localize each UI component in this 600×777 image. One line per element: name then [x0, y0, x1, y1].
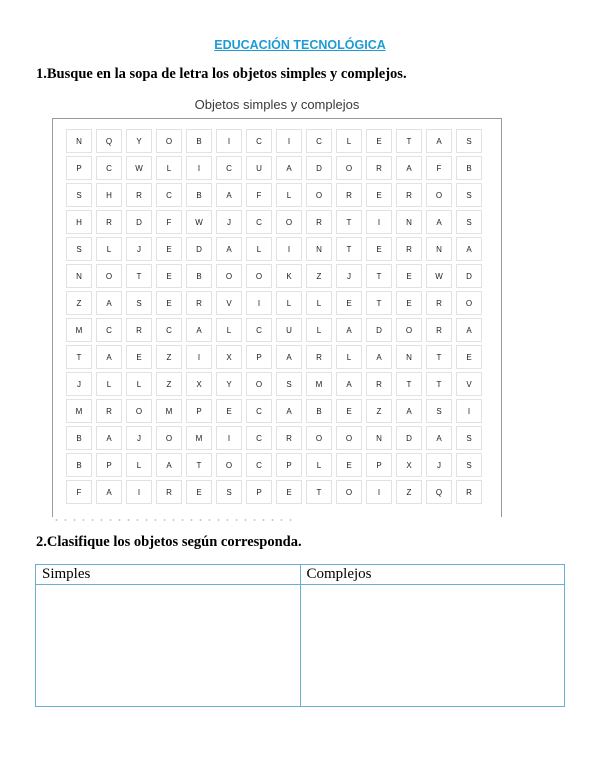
letter-cell: H — [96, 183, 122, 207]
letter-cell: C — [156, 183, 182, 207]
letter-cell: A — [336, 372, 362, 396]
letter-cell: R — [306, 210, 332, 234]
letter-cell: A — [456, 318, 482, 342]
letter-cell: P — [246, 345, 272, 369]
letter-cell: I — [276, 129, 302, 153]
letter-cell: O — [246, 264, 272, 288]
letter-cell: A — [426, 210, 452, 234]
letter-cell: C — [216, 156, 242, 180]
letter-cell: S — [216, 480, 242, 504]
letter-cell: Y — [216, 372, 242, 396]
letter-cell: F — [426, 156, 452, 180]
letter-cell: O — [216, 264, 242, 288]
letter-cell: R — [96, 210, 122, 234]
letter-cell: P — [366, 453, 392, 477]
letter-cell: V — [216, 291, 242, 315]
letter-cell: R — [126, 183, 152, 207]
letter-cell: F — [66, 480, 92, 504]
letter-cell: Q — [96, 129, 122, 153]
letter-cell: L — [336, 345, 362, 369]
letter-cell: S — [66, 237, 92, 261]
letter-cell: D — [186, 237, 212, 261]
letter-cell: I — [366, 210, 392, 234]
letter-cell: P — [96, 453, 122, 477]
letter-cell: O — [156, 129, 182, 153]
letter-cell: D — [366, 318, 392, 342]
letter-cell: A — [186, 318, 212, 342]
letter-cell: A — [396, 156, 422, 180]
letter-cell: L — [156, 156, 182, 180]
letter-cell: W — [426, 264, 452, 288]
letter-cell: C — [96, 156, 122, 180]
letter-cell: E — [336, 291, 362, 315]
letter-cell: R — [186, 291, 212, 315]
letter-cell: T — [426, 372, 452, 396]
letter-cell: M — [156, 399, 182, 423]
letter-cell: T — [126, 264, 152, 288]
letter-cell: R — [396, 183, 422, 207]
letter-cell: O — [336, 156, 362, 180]
letter-cell: E — [366, 237, 392, 261]
letter-cell: S — [456, 210, 482, 234]
letter-cell: T — [366, 291, 392, 315]
letter-cell: W — [126, 156, 152, 180]
letter-cell: J — [126, 237, 152, 261]
letter-cell: C — [246, 426, 272, 450]
letter-cell: V — [456, 372, 482, 396]
letter-cell: L — [276, 183, 302, 207]
letter-cell: B — [66, 426, 92, 450]
letter-cell: N — [396, 345, 422, 369]
letter-cell: A — [96, 345, 122, 369]
letter-cell: Z — [156, 345, 182, 369]
letter-cell: C — [156, 318, 182, 342]
letter-cell: M — [186, 426, 212, 450]
letter-cell: I — [216, 426, 242, 450]
letter-cell: E — [396, 264, 422, 288]
word-search-puzzle — [52, 95, 502, 517]
scan-artifact — [52, 518, 292, 522]
letter-cell: H — [66, 210, 92, 234]
letter-cell: N — [66, 129, 92, 153]
letter-cell: T — [426, 345, 452, 369]
letter-cell: S — [126, 291, 152, 315]
letter-cell: L — [306, 318, 332, 342]
letter-cell: X — [186, 372, 212, 396]
letter-cell: D — [126, 210, 152, 234]
letter-cell: S — [426, 399, 452, 423]
letter-cell: A — [366, 345, 392, 369]
letter-cell: C — [306, 129, 332, 153]
letter-cell: B — [186, 129, 212, 153]
letter-cell: C — [246, 399, 272, 423]
puzzle-title: Objetos simples y complejos — [194, 97, 360, 112]
letter-cell: I — [186, 156, 212, 180]
letter-cell: Z — [66, 291, 92, 315]
letter-cell: M — [66, 318, 92, 342]
letter-cell: A — [456, 237, 482, 261]
letter-cell: L — [96, 372, 122, 396]
letter-cell: I — [456, 399, 482, 423]
page-title: EDUCACIÓN TECNOLÓGICA — [214, 38, 386, 52]
classification-table — [35, 564, 565, 707]
letter-cell: O — [306, 426, 332, 450]
letter-cell: R — [306, 345, 332, 369]
letter-cell: A — [156, 453, 182, 477]
letter-cell: L — [126, 453, 152, 477]
letter-cell: S — [456, 426, 482, 450]
letter-cell: I — [216, 129, 242, 153]
letter-cell: C — [246, 210, 272, 234]
letter-cell: L — [96, 237, 122, 261]
letter-cell: E — [366, 183, 392, 207]
letter-cell: N — [306, 237, 332, 261]
letter-cell: K — [276, 264, 302, 288]
letter-cell: S — [276, 372, 302, 396]
letter-cell: E — [216, 399, 242, 423]
letter-cell: U — [276, 318, 302, 342]
letter-cell: L — [306, 291, 332, 315]
letter-cell: B — [186, 183, 212, 207]
letter-cell: J — [336, 264, 362, 288]
letter-cell: L — [336, 129, 362, 153]
letter-cell: R — [156, 480, 182, 504]
letter-cell: O — [96, 264, 122, 288]
letter-cell: T — [336, 210, 362, 234]
letter-cell: Z — [306, 264, 332, 288]
letter-cell: O — [456, 291, 482, 315]
letter-cell: D — [396, 426, 422, 450]
letter-cell: P — [186, 399, 212, 423]
letter-cell: B — [306, 399, 332, 423]
letter-cell: A — [336, 318, 362, 342]
letter-cell: T — [366, 264, 392, 288]
letter-cell: E — [366, 129, 392, 153]
letter-cell: A — [96, 426, 122, 450]
letter-cell: A — [426, 129, 452, 153]
letter-cell: R — [366, 372, 392, 396]
letter-cell: O — [426, 183, 452, 207]
letter-cell: U — [246, 156, 272, 180]
letter-cell: A — [276, 156, 302, 180]
letter-cell: A — [276, 345, 302, 369]
complejos-answer-cell[interactable] — [300, 585, 565, 707]
letter-cell: A — [276, 399, 302, 423]
letter-cell: E — [456, 345, 482, 369]
puzzle-box — [52, 118, 502, 517]
letter-cell: I — [126, 480, 152, 504]
letter-cell: P — [276, 453, 302, 477]
letter-cell: T — [336, 237, 362, 261]
letter-cell: O — [306, 183, 332, 207]
letter-cell: E — [126, 345, 152, 369]
letter-cell: J — [426, 453, 452, 477]
letter-cell: D — [456, 264, 482, 288]
letter-grid — [66, 129, 482, 504]
letter-cell: O — [336, 426, 362, 450]
letter-cell: S — [66, 183, 92, 207]
letter-cell: L — [306, 453, 332, 477]
letter-cell: R — [426, 318, 452, 342]
question-2: 2.Clasifique los objetos según corresponda. — [36, 534, 302, 550]
letter-cell: O — [276, 210, 302, 234]
letter-cell: T — [186, 453, 212, 477]
letter-cell: D — [306, 156, 332, 180]
letter-cell: W — [186, 210, 212, 234]
letter-cell: R — [126, 318, 152, 342]
letter-cell: I — [246, 291, 272, 315]
letter-cell: O — [216, 453, 242, 477]
letter-cell: T — [66, 345, 92, 369]
letter-cell: A — [96, 480, 122, 504]
letter-cell: S — [456, 183, 482, 207]
letter-cell: R — [456, 480, 482, 504]
letter-cell: Z — [396, 480, 422, 504]
letter-cell: J — [126, 426, 152, 450]
question-1: 1.Busque en la sopa de letra los objetos simples y complejos. — [36, 66, 407, 82]
letter-cell: C — [246, 129, 272, 153]
letter-cell: Z — [156, 372, 182, 396]
letter-cell: J — [216, 210, 242, 234]
letter-cell: A — [396, 399, 422, 423]
letter-cell: P — [66, 156, 92, 180]
letter-cell: Q — [426, 480, 452, 504]
letter-cell: P — [246, 480, 272, 504]
letter-cell: X — [216, 345, 242, 369]
letter-cell: E — [186, 480, 212, 504]
letter-cell: N — [426, 237, 452, 261]
letter-cell: A — [426, 426, 452, 450]
letter-cell: F — [246, 183, 272, 207]
letter-cell: T — [306, 480, 332, 504]
letter-cell: E — [156, 291, 182, 315]
letter-cell: J — [66, 372, 92, 396]
letter-cell: A — [216, 237, 242, 261]
letter-cell: C — [96, 318, 122, 342]
letter-cell: Y — [126, 129, 152, 153]
letter-cell: S — [456, 453, 482, 477]
letter-cell: R — [426, 291, 452, 315]
letter-cell: X — [396, 453, 422, 477]
letter-cell: M — [306, 372, 332, 396]
letter-cell: E — [336, 453, 362, 477]
letter-cell: O — [246, 372, 272, 396]
letter-cell: I — [276, 237, 302, 261]
letter-cell: C — [246, 453, 272, 477]
letter-cell: E — [396, 291, 422, 315]
letter-cell: B — [66, 453, 92, 477]
letter-cell: E — [156, 264, 182, 288]
column-header-complejos: Complejos — [300, 565, 565, 585]
letter-cell: R — [96, 399, 122, 423]
letter-cell: Z — [366, 399, 392, 423]
letter-cell: B — [186, 264, 212, 288]
letter-cell: R — [276, 426, 302, 450]
letter-cell: T — [396, 372, 422, 396]
column-header-simples: Simples — [36, 565, 301, 585]
letter-cell: N — [366, 426, 392, 450]
letter-cell: L — [216, 318, 242, 342]
letter-cell: O — [156, 426, 182, 450]
letter-cell: B — [456, 156, 482, 180]
letter-cell: O — [336, 480, 362, 504]
letter-cell: L — [276, 291, 302, 315]
letter-cell: I — [366, 480, 392, 504]
letter-cell: C — [246, 318, 272, 342]
simples-answer-cell[interactable] — [36, 585, 301, 707]
letter-cell: S — [456, 129, 482, 153]
letter-cell: L — [246, 237, 272, 261]
letter-cell: M — [66, 399, 92, 423]
letter-cell: L — [126, 372, 152, 396]
letter-cell: I — [186, 345, 212, 369]
letter-cell: E — [156, 237, 182, 261]
letter-cell: E — [276, 480, 302, 504]
letter-cell: A — [216, 183, 242, 207]
letter-cell: R — [396, 237, 422, 261]
letter-cell: R — [366, 156, 392, 180]
letter-cell: T — [396, 129, 422, 153]
letter-cell: R — [336, 183, 362, 207]
letter-cell: A — [96, 291, 122, 315]
letter-cell: E — [336, 399, 362, 423]
letter-cell: O — [396, 318, 422, 342]
letter-cell: N — [66, 264, 92, 288]
letter-cell: F — [156, 210, 182, 234]
letter-cell: O — [126, 399, 152, 423]
letter-cell: N — [396, 210, 422, 234]
